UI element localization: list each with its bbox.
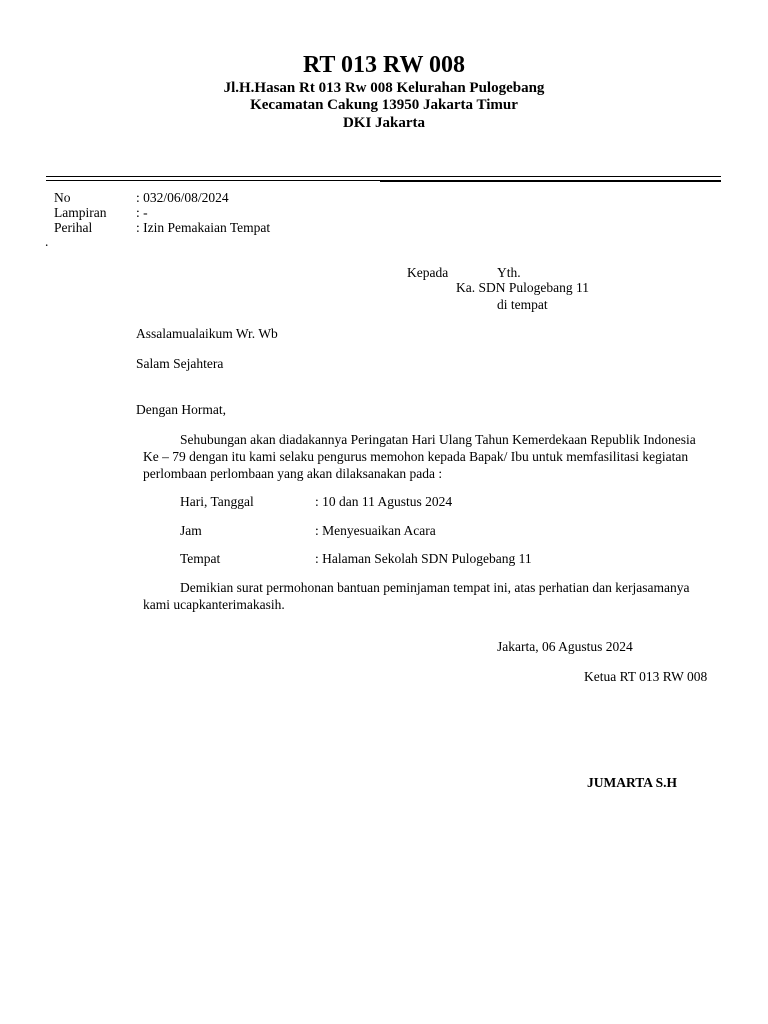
detail-label-tempat: Tempat xyxy=(180,551,221,566)
body-paragraph-text: Sehubungan akan diadakannya Peringatan Hari Ulang Tahun Kemerdekaan Republik Indonesia Ke – 79 dengan itu kami selaku pengurus memohon kepada Bapak/ Ibu untuk memfasilitasi kegiatan perlombaan perlombaan yang akan dilaksanakan pada : xyxy=(143,432,696,481)
perihal-label: Perihal xyxy=(54,220,93,235)
letterhead-address-line3: DKI Jakarta xyxy=(342,115,426,131)
signature-position: Ketua RT 013 RW 008 xyxy=(584,669,708,684)
signature-name: JUMARTA S.H xyxy=(587,775,678,790)
detail-value-tempat: : Halaman Sekolah SDN Pulogebang 11 xyxy=(315,551,532,566)
opening-line: Dengan Hormat, xyxy=(136,402,226,417)
recipient-kepada: Kepada xyxy=(407,265,449,280)
letterhead-address-line2: Kecamatan Cakung 13950 Jakarta Timur xyxy=(250,97,518,113)
recipient-name: Ka. SDN Pulogebang 11 xyxy=(456,280,589,295)
letterhead-divider-bottom-right xyxy=(380,180,721,182)
letterhead-address-line1: Jl.H.Hasan Rt 013 Rw 008 Kelurahan Pulogebang xyxy=(223,80,545,96)
no-label: No xyxy=(54,190,71,205)
lampiran-label: Lampiran xyxy=(54,205,107,220)
perihal-value: : Izin Pemakaian Tempat xyxy=(136,220,271,235)
recipient-yth: Yth. xyxy=(497,265,521,280)
recipient-place: di tempat xyxy=(497,297,548,312)
greeting-salam: Assalamualaikum Wr. Wb xyxy=(136,326,278,341)
lampiran-value: : - xyxy=(136,205,148,220)
greeting-sejahtera: Salam Sejahtera xyxy=(136,356,224,371)
body-paragraph xyxy=(143,431,703,482)
closing-paragraph-text: Demikian surat permohonan bantuan peminjaman tempat ini, atas perhatian dan kerjasamanya kami ucapkanterimakasih. xyxy=(143,580,690,612)
stray-dot: . xyxy=(45,234,49,249)
detail-value-jam: : Menyesuaikan Acara xyxy=(315,523,436,538)
closing-paragraph xyxy=(143,579,703,613)
no-value: : 032/06/08/2024 xyxy=(136,190,229,205)
letterhead-divider-bottom-left xyxy=(46,180,380,181)
detail-label-hari: Hari, Tanggal xyxy=(180,494,254,509)
letterhead-title: RT 013 RW 008 xyxy=(302,52,466,78)
signature-place-date: Jakarta, 06 Agustus 2024 xyxy=(497,639,633,654)
letterhead-divider-top xyxy=(46,176,721,177)
detail-label-jam: Jam xyxy=(180,523,202,538)
detail-value-hari: : 10 dan 11 Agustus 2024 xyxy=(315,494,453,509)
